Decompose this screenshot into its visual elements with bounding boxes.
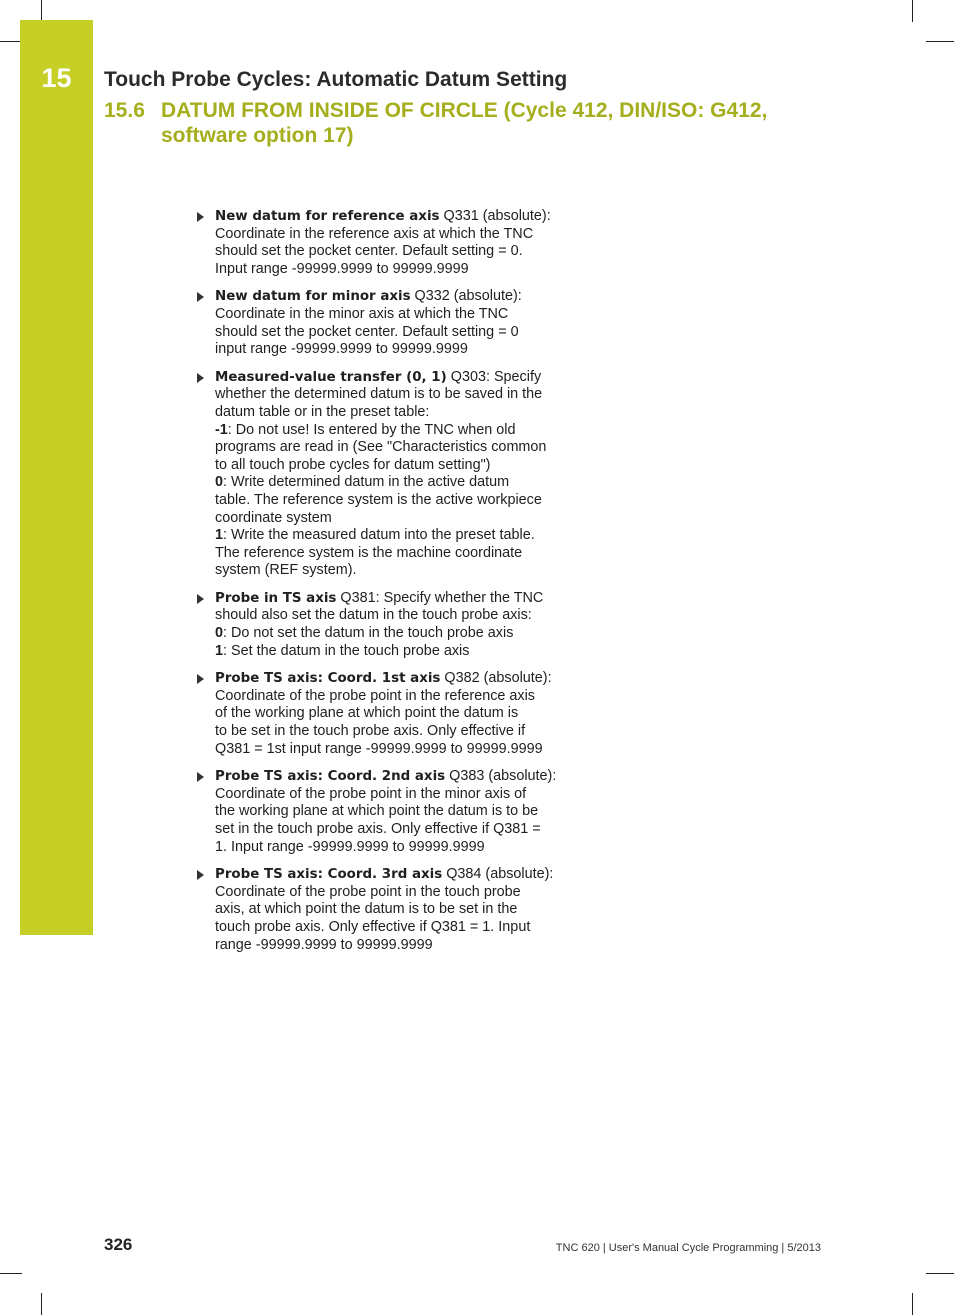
parameter-detail: Q303: Specify	[446, 368, 542, 385]
text-line: the working plane at which point the datum is to be	[215, 803, 539, 820]
parameter-detail: Q383 (absolute):	[445, 768, 557, 785]
list-item	[194, 288, 566, 358]
parameter-detail: Q381: Specify whether the TNC	[336, 589, 544, 606]
bullet-triangle-icon	[197, 292, 204, 302]
text-line: Coordinate of the probe point in the reference axis	[215, 687, 535, 704]
text-line: to be set in the touch probe axis. Only effective if	[215, 723, 526, 740]
footer-text: TNC 620 | User's Manual Cycle Programming | 5/2013	[555, 1242, 821, 1254]
parameter-name: Probe TS axis: Coord. 3rd axis	[215, 867, 443, 883]
option-text: : Write the measured datum into the preset table.	[223, 527, 535, 544]
option-text: : Do not set the datum in the touch probe axis	[223, 625, 514, 642]
section-title-line: DATUM FROM INSIDE OF CIRCLE (Cycle 412, DIN/ISO: G412,	[161, 99, 768, 122]
text-line: The reference system is the machine coordinate	[215, 544, 523, 561]
text-line: Input range -99999.9999 to 99999.9999	[215, 260, 469, 277]
text-line: input range -99999.9999 to 99999.9999	[215, 341, 468, 358]
chapter-tab	[20, 20, 93, 935]
text-line: set in the touch probe axis. Only effective if Q381 =	[215, 821, 541, 837]
text-line: Coordinate in the minor axis at which the TNC	[215, 305, 509, 322]
text-line: Coordinate of the probe point in the touch probe	[215, 883, 521, 900]
parameter-name: New datum for reference axis	[215, 209, 440, 224]
option-key: 1	[215, 642, 224, 659]
crop-mark	[912, 0, 913, 22]
parameter-detail: Q384 (absolute):	[442, 866, 554, 883]
parameter-name: Measured-value transfer (0, 1)	[215, 369, 447, 385]
text-line: should set the pocket center. Default setting = 0	[215, 323, 519, 340]
option-text: : Set the datum in the touch probe axis	[223, 642, 470, 659]
option-key: -1	[215, 421, 228, 438]
crop-mark	[41, 1293, 42, 1315]
list-item	[194, 768, 566, 856]
text-line: should also set the datum in the touch probe axis:	[215, 607, 532, 624]
parameter-name: Probe in TS axis	[215, 590, 337, 606]
parameter-detail: Q332 (absolute):	[410, 288, 522, 305]
crop-mark	[926, 41, 954, 42]
page-number: 326	[104, 1235, 133, 1254]
option-text: : Write determined datum in the active datum	[223, 474, 510, 491]
bullet-triangle-icon	[197, 373, 204, 383]
text-line: table. The reference system is the active workpiece	[215, 491, 542, 508]
list-item	[194, 670, 566, 758]
text-line: Q381 = 1st input range -99999.9999 to 99999.9999	[215, 740, 543, 757]
parameter-name: Probe TS axis: Coord. 2nd axis	[215, 769, 446, 785]
chapter-title: Touch Probe Cycles: Automatic Datum Setting	[104, 68, 568, 91]
text-line: range -99999.9999 to 99999.9999	[215, 936, 433, 953]
parameter-detail: Q331 (absolute):	[439, 208, 551, 224]
text-line: programs are read in (See "Characteristics common	[215, 439, 547, 456]
list-item	[194, 208, 566, 278]
text-line: Coordinate in the reference axis at which the TNC	[215, 225, 534, 242]
text-line: whether the determined datum is to be saved in the	[215, 386, 543, 403]
text-line: to all touch probe cycles for datum setting")	[215, 456, 491, 473]
option-key: 0	[215, 625, 224, 642]
crop-mark	[41, 0, 42, 22]
bullet-triangle-icon	[197, 212, 204, 222]
section-title	[161, 98, 801, 148]
text-line: axis, at which point the datum is to be set in the	[215, 901, 518, 918]
list-item	[194, 866, 566, 954]
text-line: touch probe axis. Only effective if Q381 = 1. Input	[215, 918, 531, 935]
chapter-number: 15	[41, 63, 72, 93]
crop-mark	[912, 1293, 913, 1315]
text-line: should set the pocket center. Default setting = 0.	[215, 243, 523, 260]
section-number: 15.6	[104, 99, 145, 122]
option-key: 0	[215, 474, 224, 491]
parameter-list	[194, 208, 566, 964]
text-line: of the working plane at which point the datum is	[215, 705, 519, 722]
parameter-name: Probe TS axis: Coord. 1st axis	[215, 671, 441, 687]
parameter-detail: Q382 (absolute):	[440, 670, 552, 687]
text-line: coordinate system	[215, 509, 332, 526]
text-line: Coordinate of the probe point in the minor axis of	[215, 785, 527, 802]
crop-mark	[0, 1273, 22, 1274]
option-text: : Do not use! Is entered by the TNC when old	[227, 421, 516, 438]
list-item	[194, 590, 566, 660]
bullet-triangle-icon	[197, 870, 204, 880]
option-key: 1	[215, 527, 224, 544]
crop-mark	[926, 1273, 954, 1274]
text-line: 1. Input range -99999.9999 to 99999.9999	[215, 838, 485, 855]
text-line: system (REF system).	[215, 562, 357, 579]
crop-mark	[0, 41, 22, 42]
text-line: datum table or in the preset table:	[215, 403, 430, 420]
parameter-name: New datum for minor axis	[215, 289, 411, 305]
bullet-triangle-icon	[197, 772, 204, 782]
bullet-triangle-icon	[197, 674, 204, 684]
bullet-triangle-icon	[197, 594, 204, 604]
list-item	[194, 369, 566, 580]
section-title-line: software option 17)	[161, 124, 354, 147]
